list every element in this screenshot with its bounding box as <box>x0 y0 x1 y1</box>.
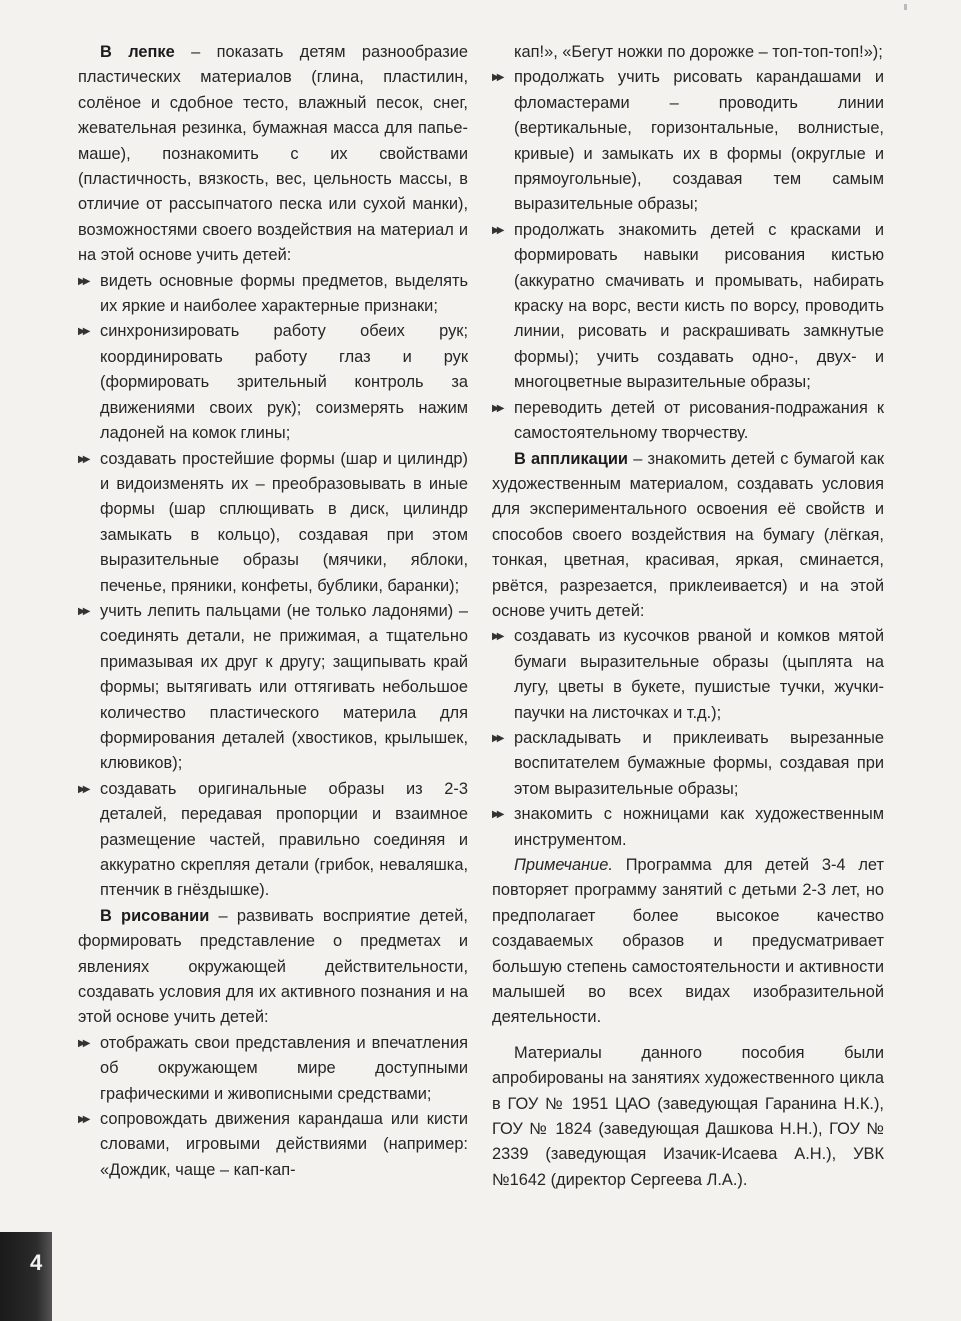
bullet-arrow-icon: ▶▶ <box>78 275 88 287</box>
bullet-arrow-icon: ▶▶ <box>492 809 502 821</box>
list-item <box>492 624 884 726</box>
list-item-text: продолжать знакомить детей с красками и формировать навыки рисования кистью (аккуратно смачивать и промывать, набирать краску на ворс, вести кисть по ворсу, проводить линии, рисовать и раскрашивать замкнутые формы); учить создавать одно-, двух- и многоцветные выразительные образы; <box>514 220 884 392</box>
note-paragraph <box>492 853 884 1031</box>
applikaciya-heading: В аппликации <box>514 449 628 468</box>
list-item <box>492 726 884 802</box>
lepka-heading: В лепке <box>100 43 175 61</box>
lepka-text: – показать детям разнообразие пластических материалов (глина, пластилин, солёное и сдобное тесто, влажный песок, снег, жевательная резинка, бумажная масса для папье-маше), познакомить с их свойствами (пластичность, вязкость, вес, цельность массы, в отличие от рассыпчатого песка или сухой манки), возможностями своего воздействия на материал и на этой основе учить детей: <box>78 43 468 265</box>
list-item <box>78 1031 468 1107</box>
list-item-text: создавать простейшие формы (шар и цилиндр) и видоизменять их – преобразовывать в иные формы (шар сплющивать в диск, цилиндр замыкать в кольцо), создавая при этом выразительные образы (мячики, яблоки, печенье, пряники, конфеты, бублики, баранки); <box>100 449 468 595</box>
page-number-tab <box>0 1232 52 1321</box>
left-column <box>78 40 468 1183</box>
list-item <box>78 269 468 320</box>
list-item <box>492 802 884 853</box>
list-item-continuation: кап!», «Бегут ножки по дорожке – топ-топ-топ!»); <box>514 43 883 61</box>
list-item <box>78 1107 468 1183</box>
bullet-arrow-icon: ▶▶ <box>78 453 88 465</box>
lepka-paragraph <box>78 40 468 269</box>
list-item-text: раскладывать и приклеивать вырезанные воспитателем бумажные формы, создавая при этом выразительные образы; <box>514 728 884 798</box>
applikaciya-paragraph <box>492 447 884 625</box>
list-item-text: сопровождать движения карандаша или кисти словами, игровыми действиями (например: «Дождик, чаще – кап-кап- <box>100 1110 468 1179</box>
list-item <box>492 396 884 447</box>
bullet-arrow-icon: ▶▶ <box>78 605 88 617</box>
note-label: Примечание. <box>514 856 613 874</box>
bullet-arrow-icon: ▶▶ <box>78 1114 88 1126</box>
risovanie-heading: В рисовании <box>100 906 210 925</box>
list-item-text: учить лепить пальцами (не только ладонями) – соединять детали, не прижимая, а тщательно примазывая их друг к другу; защипывать край формы; вытягивать или оттягивать небольшое количество пластического материла для формирования деталей (хвостиков, крылышек, клювиков); <box>100 601 468 773</box>
list-item-text: синхронизировать работу обеих рук; координировать работу глаз и рук (формировать зрительный контроль за движениями своих рук); соизмерять нажим ладоней на комок глины; <box>100 322 468 443</box>
list-item <box>492 65 884 217</box>
list-item <box>78 777 468 904</box>
list-item-text: знакомить с ножницами как художественным инструментом. <box>514 805 884 849</box>
list-item <box>492 218 884 396</box>
list-item-text: видеть основные формы предметов, выделять их яркие и наиболее характерные признаки; <box>100 271 468 316</box>
materials-paragraph: Материалы данного пособия были апробированы на занятиях художественного цикла в ГОУ № 1951 ЦАО (заведующая Гаранина Н.К.), ГОУ № 1824 (заведующая Дашкова Н.Н.), ГОУ № 2339 (заведующая Изачик-Исаева А.Н.), УВК №1642 (директор Сергеева Л.А.). <box>492 1043 884 1189</box>
bullet-arrow-icon: ▶▶ <box>492 402 502 414</box>
list-item <box>78 319 468 446</box>
bullet-arrow-icon: ▶▶ <box>492 72 502 84</box>
bullet-arrow-icon: ▶▶ <box>78 1037 88 1049</box>
bullet-arrow-icon: ▶▶ <box>492 732 502 744</box>
bullet-arrow-icon: ▶▶ <box>492 224 502 236</box>
bullet-arrow-icon: ▶▶ <box>78 326 88 338</box>
bullet-arrow-icon: ▶▶ <box>492 631 502 643</box>
risovanie-paragraph <box>78 904 468 1031</box>
risovanie-text: – развивать восприятие детей, формировать представление о предметах и явлениях окружающей действительности, создавать условия для их активного познания и на этой основе учить детей: <box>78 906 468 1027</box>
scan-mark <box>904 4 907 10</box>
list-item-text: создавать из кусочков рваной и комков мятой бумаги выразительные образы (цыплята на лугу, цветы в букете, пушистые тучки, жучки-паучки на листочках и т.д.); <box>514 627 884 722</box>
note-text: Программа для детей 3-4 лет повторяет программу занятий с детьми 2-3 лет, но предполагает более высокое качество создаваемых образов и предусматривает большую степень самостоятельности и активности малышей во всех видах изобразительной деятельности. <box>492 856 884 1027</box>
right-column <box>492 40 884 1193</box>
list-item <box>78 599 468 777</box>
bullet-arrow-icon: ▶▶ <box>78 783 88 795</box>
list-item <box>78 447 468 599</box>
list-item-text: продолжать учить рисовать карандашами и фломастерами – проводить линии (вертикальные, горизонтальные, волнистые, кривые) и замыкать их в формы (округлые и прямоугольные), создавая тем самым выразительные образы; <box>514 68 884 214</box>
applikaciya-text: – знакомить детей с бумагой как художественным материалом, создавать условия для экспериментального освоения её свойств и способов своего воздействия на бумагу (лёгкая, тонкая, цветная, красивая, яркая, сминается, рвётся, разрезается, приклеивается) и на этой основе учить детей: <box>492 449 885 620</box>
list-item-text: создавать оригинальные образы из 2-3 деталей, передавая пропорции и взаимное размещение частей, правильно соединяя и аккуратно скрепляя детали (грибок, неваляшка, птенчик в гнёздышке). <box>100 779 468 900</box>
list-item-text: переводить детей от рисования-подражания к самостоятельному творчеству. <box>514 398 884 443</box>
page-number: 4 <box>30 1250 43 1275</box>
list-item-text: отображать свои представления и впечатления об окружающем мире доступными графическими и живописными средствами; <box>100 1033 468 1103</box>
